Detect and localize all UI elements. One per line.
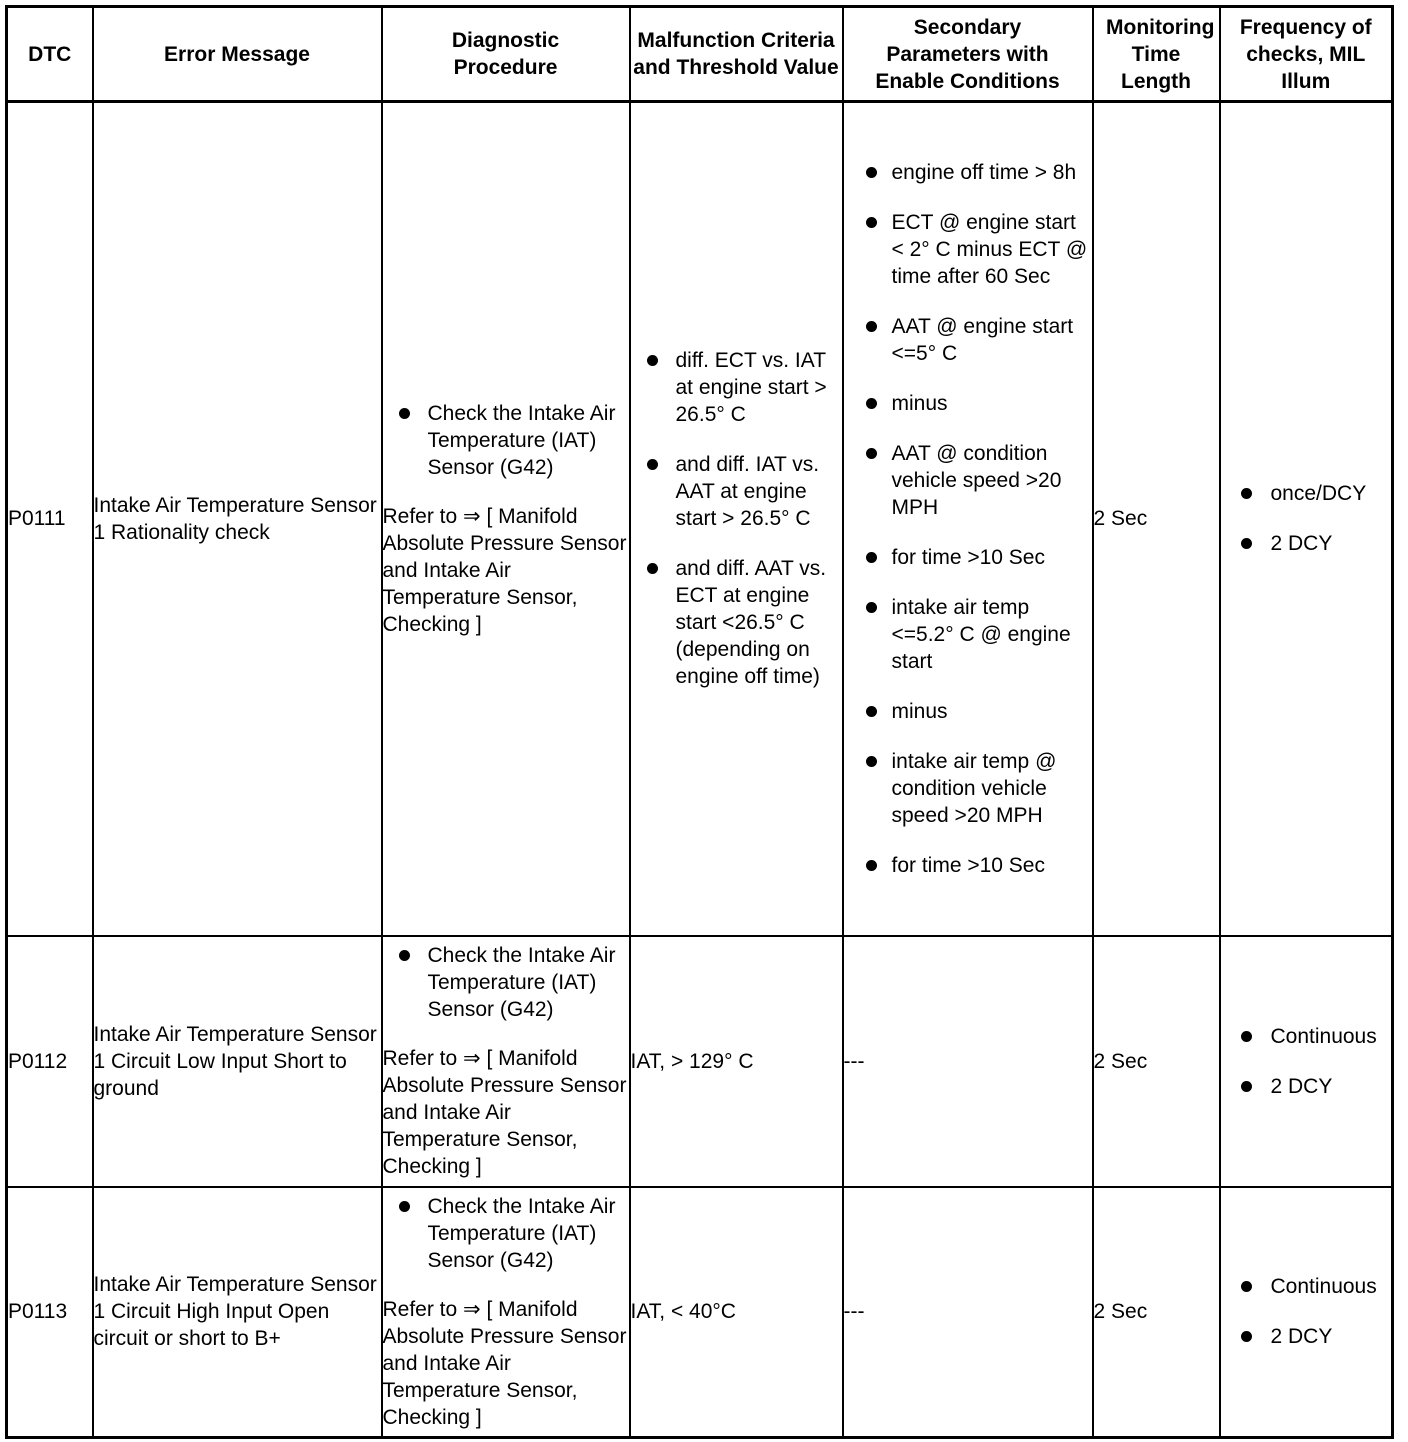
- procedure-list: [383, 400, 629, 481]
- procedure-item: Check the Intake Air Temperature (IAT) Sensor (G42): [383, 1193, 629, 1274]
- secondary-item: intake air temp <=5.2° C @ engine start: [844, 594, 1092, 675]
- monitoring-time: 2 Sec: [1093, 1187, 1220, 1438]
- frequency-list: [1221, 1023, 1392, 1100]
- malfunction-criteria: [630, 102, 843, 936]
- secondary-item: minus: [844, 698, 1092, 725]
- frequency-item: 2 DCY: [1221, 530, 1392, 557]
- criteria-item: and diff. AAT vs. ECT at engine start <26.5° C (depending on engine off time): [631, 555, 842, 690]
- monitoring-time: 2 Sec: [1093, 102, 1220, 936]
- secondary-item: intake air temp @ condition vehicle speed >20 MPH: [844, 748, 1092, 829]
- frequency-item: once/DCY: [1221, 480, 1392, 507]
- procedure-item: Check the Intake Air Temperature (IAT) Sensor (G42): [383, 400, 629, 481]
- frequency-list: [1221, 1273, 1392, 1350]
- diagnostic-procedure: [382, 102, 630, 936]
- frequency-mil: [1220, 936, 1393, 1187]
- error-message: Intake Air Temperature Sensor 1 Circuit High Input Open circuit or short to B+: [93, 1187, 382, 1438]
- header-secondary-parameters: Secondary Parameters with Enable Conditions: [843, 7, 1093, 102]
- procedure-item: Check the Intake Air Temperature (IAT) Sensor (G42): [383, 942, 629, 1023]
- criteria-item: and diff. IAT vs. AAT at engine start > 26.5° C: [631, 451, 842, 532]
- header-dtc: DTC: [7, 7, 93, 102]
- frequency-list: [1221, 480, 1392, 557]
- header-error-message: Error Message: [93, 7, 382, 102]
- dtc-code: P0113: [7, 1187, 93, 1438]
- secondary-item: AAT @ condition vehicle speed >20 MPH: [844, 440, 1092, 521]
- error-message: Intake Air Temperature Sensor 1 Rationality check: [93, 102, 382, 936]
- error-message: Intake Air Temperature Sensor 1 Circuit Low Input Short to ground: [93, 936, 382, 1187]
- table-row: [7, 936, 1393, 1187]
- refer-link[interactable]: Refer to ⇒ [ Manifold Absolute Pressure Sensor and Intake Air Temperature Sensor, Checking ]: [382, 1297, 627, 1429]
- header-frequency: Frequency of checks, MIL Illum: [1220, 7, 1393, 102]
- secondary-parameters: ---: [843, 1187, 1093, 1438]
- criteria-item: diff. ECT vs. IAT at engine start > 26.5° C: [631, 347, 842, 428]
- malfunction-criteria: IAT, > 129° C: [630, 936, 843, 1187]
- secondary-item: for time >10 Sec: [844, 544, 1092, 571]
- secondary-item: engine off time > 8h: [844, 159, 1092, 186]
- malfunction-criteria: IAT, < 40°C: [630, 1187, 843, 1438]
- frequency-item: Continuous: [1221, 1273, 1392, 1300]
- secondary-item: AAT @ engine start <=5° C: [844, 313, 1092, 367]
- secondary-parameters: [843, 102, 1093, 936]
- monitoring-time: 2 Sec: [1093, 936, 1220, 1187]
- table-row: [7, 1187, 1393, 1438]
- secondary-parameters: ---: [843, 936, 1093, 1187]
- refer-link[interactable]: Refer to ⇒ [ Manifold Absolute Pressure Sensor and Intake Air Temperature Sensor, Checking ]: [382, 1047, 627, 1178]
- header-malfunction-criteria: Malfunction Criteria and Threshold Value: [630, 7, 843, 102]
- secondary-item: ECT @ engine start < 2° C minus ECT @ time after 60 Sec: [844, 209, 1092, 290]
- procedure-list: [383, 1193, 629, 1274]
- secondary-item: for time >10 Sec: [844, 852, 1092, 879]
- frequency-mil: [1220, 1187, 1393, 1438]
- refer-link[interactable]: Refer to ⇒ [ Manifold Absolute Pressure Sensor and Intake Air Temperature Sensor, Checking ]: [382, 504, 627, 636]
- frequency-item: 2 DCY: [1221, 1073, 1392, 1100]
- frequency-item: 2 DCY: [1221, 1323, 1392, 1350]
- dtc-code: P0111: [7, 102, 93, 936]
- secondary-list: [844, 159, 1092, 879]
- procedure-list: [383, 942, 629, 1023]
- dtc-table: [5, 5, 1394, 1439]
- diagnostic-procedure: [382, 936, 630, 1187]
- header-diagnostic-procedure: Diagnostic Procedure: [382, 7, 630, 102]
- diagnostic-procedure: [382, 1187, 630, 1438]
- dtc-code: P0112: [7, 936, 93, 1187]
- header-row: [7, 7, 1393, 102]
- frequency-mil: [1220, 102, 1393, 936]
- criteria-list: [631, 347, 842, 690]
- frequency-item: Continuous: [1221, 1023, 1392, 1050]
- header-monitoring-time: Monitoring Time Length: [1093, 7, 1220, 102]
- secondary-item: minus: [844, 390, 1092, 417]
- table-row: [7, 102, 1393, 936]
